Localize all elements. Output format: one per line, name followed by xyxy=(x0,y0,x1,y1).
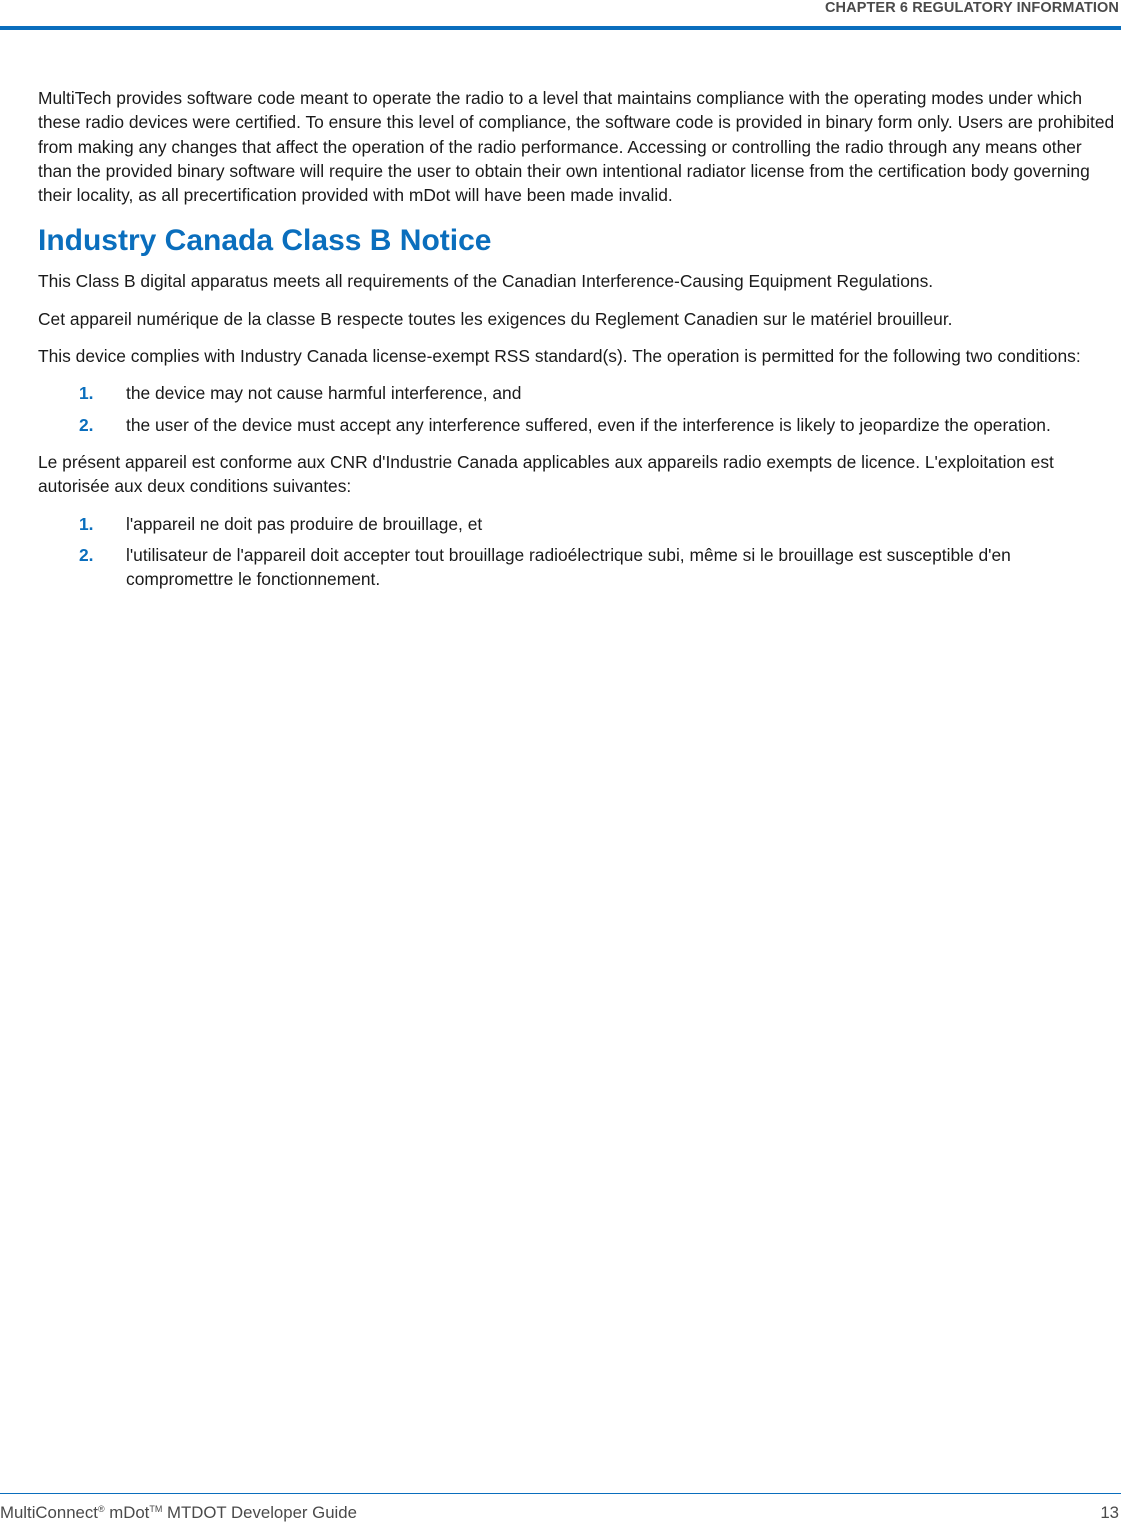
list-number: 2. xyxy=(79,414,94,435)
footer-product: MultiConnect xyxy=(0,1503,98,1522)
paragraph-rss-fr: Le présent appareil est conforme aux CNR d'Industrie Canada applicables aux appareils radio exempts de licence. L'exploitation est autorisée aux deux conditions suivantes: xyxy=(38,451,1054,497)
registered-mark: ® xyxy=(97,1504,105,1514)
footer-divider xyxy=(0,1493,1121,1494)
paragraph-class-b-en: This Class B digital apparatus meets all requirements of the Canadian Interference-Causing Equipment Regulations. xyxy=(38,271,934,292)
list-item xyxy=(38,413,1118,437)
header-divider xyxy=(0,26,1121,30)
list-item-text: the user of the device must accept any interference suffered, even if the interference is likely to jeopardize the operation. xyxy=(126,414,1051,435)
paragraph-class-b-fr: Cet appareil numérique de la classe B respecte toutes les exigences du Reglement Canadien sur le matériel brouilleur. xyxy=(38,308,953,329)
list-number: 1. xyxy=(79,383,94,404)
trademark-mark: TM xyxy=(149,1504,163,1514)
list-number: 1. xyxy=(79,513,94,534)
conditions-list-fr xyxy=(38,512,1118,592)
chapter-header: CHAPTER 6 REGULATORY INFORMATION xyxy=(824,0,1119,16)
list-item-text: the device may not cause harmful interference, and xyxy=(126,383,522,404)
conditions-list-en xyxy=(38,381,1118,437)
paragraph-rss-en: This device complies with Industry Canada license-exempt RSS standard(s). The operation is permitted for the following two conditions: xyxy=(38,346,1081,367)
list-item-text: l'appareil ne doit pas produire de brouillage, et xyxy=(126,513,483,534)
footer-guide: MTDOT Developer Guide xyxy=(162,1503,357,1522)
page-content xyxy=(38,86,1118,604)
list-item-text: l'utilisateur de l'appareil doit accepter tout brouillage radioélectrique subi, même si le brouillage est susceptible d'en compromettre le fonctionnement. xyxy=(126,544,1011,590)
list-item xyxy=(38,543,1118,592)
list-item xyxy=(38,512,1118,536)
list-number: 2. xyxy=(79,544,94,565)
intro-paragraph: MultiTech provides software code meant to operate the radio to a level that maintains compliance with the operating modes under which these radio devices were certified. To ensure this level of compliance, the software code is provided in binary form only. Users are prohibited from making any changes that affect the operation of the radio performance. Accessing or controlling the radio through any means other than the provided binary software will require the user to obtain their own intentional radiator license from the certification body governing their locality, as all precertification provided with mDot will have been made invalid. xyxy=(38,88,1115,206)
page-number: 13 xyxy=(1100,1503,1119,1522)
section-title: Industry Canada Class B Notice xyxy=(38,224,492,258)
footer-title xyxy=(0,1503,357,1523)
footer-product2: mDot xyxy=(104,1503,150,1522)
list-item xyxy=(38,381,1118,405)
